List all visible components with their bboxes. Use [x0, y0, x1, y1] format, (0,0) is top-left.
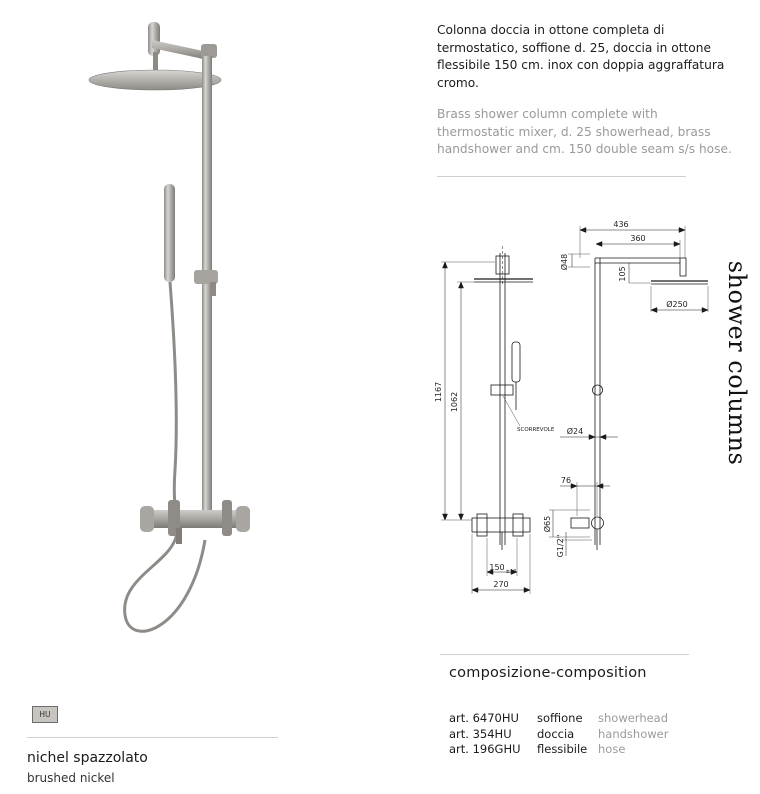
- showerhead: [89, 70, 221, 90]
- divider-composition: [440, 654, 689, 655]
- divider-finish: [27, 737, 278, 738]
- divider-top: [437, 176, 686, 177]
- description-english-line: thermostatic mixer, d. 25 showerhead, brass: [437, 124, 711, 139]
- description-italian-line: Colonna doccia in ottone completa di: [437, 23, 665, 37]
- article-code: art. 196GHU: [449, 742, 521, 756]
- description-english-line: handshower and cm. 150 double seam s/s hose.: [437, 142, 732, 156]
- dim-diameter-65: Ø65: [543, 515, 552, 533]
- description-italian-line: cromo.: [437, 75, 479, 90]
- article-code: art. 354HU: [449, 726, 512, 741]
- label-scorrevole: SCORREVOLE: [517, 427, 555, 433]
- article-name-english: hose: [598, 742, 626, 756]
- description-italian-line: termostatico, soffione d. 25, doccia in ottone: [437, 40, 711, 55]
- composition-row: [449, 742, 668, 758]
- article-name-italian: flessibile: [537, 742, 588, 756]
- description-english-line: Brass shower column complete with: [437, 107, 658, 121]
- finish-name-italian: nichel spazzolato: [27, 750, 148, 766]
- arm-elbow: [148, 22, 160, 56]
- dim-1062: 1062: [450, 391, 459, 413]
- technical-drawing: [430, 210, 720, 605]
- article-name-english: showerhead: [598, 711, 669, 725]
- dim-436: 436: [613, 220, 629, 229]
- description-english: [437, 106, 747, 159]
- finish-swatch: HU: [32, 706, 58, 723]
- article-code: art. 6470HU: [449, 711, 519, 725]
- finish-name-english: brushed nickel: [27, 771, 115, 785]
- shower-arm: [152, 40, 208, 60]
- dim-diameter-250: Ø250: [666, 300, 688, 309]
- dim-270: 270: [493, 580, 509, 589]
- composition-title: composizione-composition: [449, 665, 647, 681]
- slider-bracket: [194, 270, 218, 284]
- dim-g12: G1/2": [556, 534, 565, 558]
- category-title: [722, 258, 752, 468]
- category-title-text: shower columns: [723, 260, 751, 466]
- hose: [125, 282, 205, 631]
- description-italian: [437, 22, 747, 92]
- dim-1167: 1167: [434, 381, 443, 403]
- article-name-english: handshower: [598, 726, 669, 741]
- handshower: [164, 184, 175, 282]
- thermostatic-mixer: [144, 510, 248, 528]
- dim-150: 150: [489, 563, 505, 572]
- dim-360: 360: [630, 234, 646, 243]
- dim-diameter-48: Ø48: [560, 253, 569, 271]
- article-name-italian: doccia: [537, 726, 575, 741]
- dim-150-tolerance: ±10: [505, 569, 517, 575]
- dim-76: 76: [560, 476, 572, 485]
- product-photo: [80, 15, 330, 635]
- composition-table: [449, 711, 668, 758]
- composition-row: [449, 711, 668, 727]
- arm-joint: [201, 44, 217, 58]
- composition-row: [449, 727, 668, 743]
- description-italian-line: flessibile 150 cm. inox con doppia aggraffatura: [437, 58, 725, 72]
- article-name-italian: soffione: [537, 711, 583, 725]
- dim-105: 105: [618, 266, 627, 282]
- dim-diameter-24: Ø24: [566, 427, 584, 436]
